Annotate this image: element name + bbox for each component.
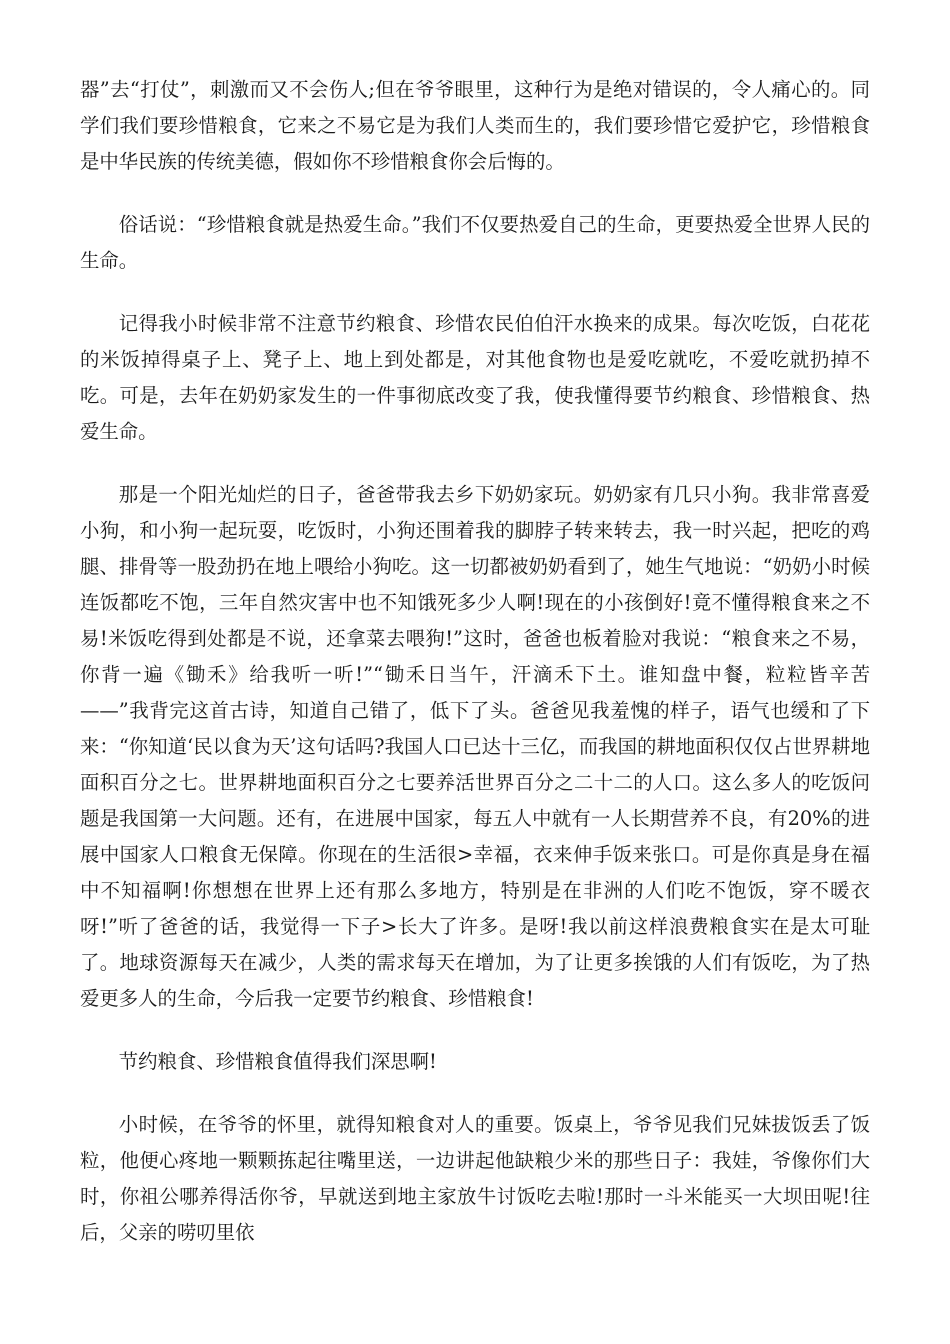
document-page [80,72,870,1251]
paragraph-5: 节约粮食、珍惜粮食值得我们深思啊! [118,1050,437,1073]
paragraph-4: 那是一个阳光灿烂的日子，爸爸带我去乡下奶奶家玩。奶奶家有几只小狗。我非常喜爱小狗，和小狗一起玩耍，吃饭时，小狗还围着我的脚脖子转来转去，我一时兴起，把吃的鸡腿、排骨等一股劲扔在地上喂给小狗吃。这一切都被奶奶看到了，她生气地说：“奶奶小时候连饭都吃不饱，三年自然灾害中也不知饿死多少人啊!现在的小孩倒好!竟不懂得粮食来之不易!米饭吃得到处都是不说，还拿菜去喂狗!”这时，爸爸也板着脸对我说：“粮食来之不易，你背一遍《锄禾》给我听一听!”“锄禾日当午，汗滴禾下土。谁知盘中餐，粒粒皆辛苦——”我背完这首古诗，知道自己错了，低下了头。爸爸见我羞愧的样子，语气也缓和了下来：“你知道‘民以食为天’这句话吗?我国人口已达十三亿，而我国的耕地面积仅仅占世界耕地面积百分之七。世界耕地面积百分之七要养活世界百分之二十二的人口。这么多人的吃饭问题是我国第一大问题。还有，在进展中国家，每五人中就有一人长期营养不良，有20%的进展中国家人口粮食无保障。你现在的生活很>幸福，衣来伸手饭来张口。可是你真是身在福中不知福啊!你想想在世界上还有那么多地方，特别是在非洲的人们吃不饱饭，穿不暖衣呀!”听了爸爸的话，我觉得一下子>长大了许多。是呀!我以前这样浪费粮食实在是太可耻了。地球资源每天在减少，人类的需求每天在增加，为了让更多挨饿的人们有饭吃，为了热爱更多人的生命，今后我一定要节约粮食、珍惜粮食! [80,483,870,1010]
paragraph-1: 器”去“打仗”，刺激而又不会伤人;但在爷爷眼里，这种行为是绝对错误的，令人痛心的。同学们我们要珍惜粮食，它来之不易它是为我们人类而生的，我们要珍惜它爱护它，珍惜粮食是中华民族的传统美德，假如你不珍惜粮食你会后悔的。 [80,78,870,173]
paragraph-3: 记得我小时候非常不注意节约粮食、珍惜农民伯伯汗水换来的成果。每次吃饭，白花花的米饭掉得桌子上、凳子上、地上到处都是，对其他食物也是爱吃就吃，不爱吃就扔掉不吃。可是，去年在奶奶家发生的一件事彻底改变了我，使我懂得要节约粮食、珍惜粮食、热爱生命。 [80,312,870,443]
paragraph-6: 小时候，在爷爷的怀里，就得知粮食对人的重要。饭桌上，爷爷见我们兄妹拔饭丢了饭粒，他便心疼地一颗颗拣起往嘴里送，一边讲起他缺粮少米的那些日子：我娃，爷像你们大时，你祖公哪养得活你爷，早就送到地主家放牛讨饭吃去啦!那时一斗米能买一大坝田呢!往后，父亲的唠叨里依 [80,1113,870,1244]
paragraph-2: 俗话说：“珍惜粮食就是热爱生命。”我们不仅要热爱自己的生命，更要热爱全世界人民的生命。 [80,213,870,272]
